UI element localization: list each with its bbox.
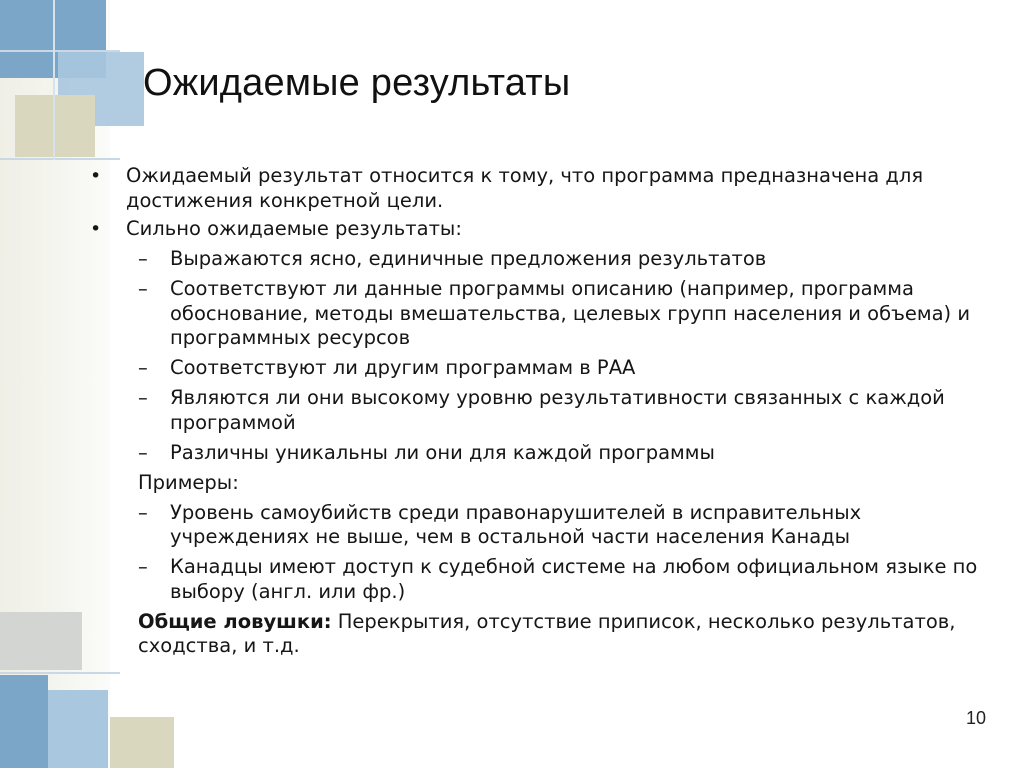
dash-marker: – [138, 440, 148, 464]
bullet-marker: • [90, 165, 102, 187]
decor-square-blue-bottom [0, 675, 48, 768]
sub-bullet-text: Уровень самоубийств среди правонарушителей в исправительных учреждениях не выше, чем в остальной части населения Канады [170, 500, 862, 548]
slide-content [90, 160, 995, 659]
sub-bullet-text: Канадцы имеют доступ к судебной системе на любом официальном языке по выбору (англ. или фр.) [170, 555, 978, 603]
sub-bullet-text: Соответствуют ли другим программам в РАА [170, 356, 636, 379]
decor-square-grey-bottom [0, 612, 82, 670]
dash-marker: – [138, 277, 148, 300]
sub-bullet-item [90, 356, 995, 381]
examples-heading: Примеры: [138, 470, 239, 494]
sub-bullet-text: Соответствуют ли данные программы описанию (например, программа обоснование, методы вмешательства, целевых групп населения и объема) и программных ресурсов [170, 277, 971, 349]
dash-marker: – [138, 555, 148, 578]
sub-bullet-item [90, 501, 995, 550]
bullet-item [90, 217, 995, 242]
dash-marker: – [138, 356, 148, 379]
page-number: 10 [965, 708, 986, 728]
bullet-marker: • [90, 218, 102, 240]
pitfalls-paragraph [90, 610, 995, 659]
bullet-text: Ожидаемый результат относится к тому, что программа предназначена для достижения конкретной цели. [126, 164, 924, 212]
sub-bullet-text: Выражаются ясно, единичные предложения результатов [170, 247, 767, 270]
sub-bullet-item [90, 247, 995, 272]
bullet-text: Сильно ожидаемые результаты: [126, 217, 462, 240]
decor-square-lightblue-bottom [48, 690, 108, 768]
decor-square-beige-top [15, 95, 95, 157]
dash-marker: – [138, 386, 148, 409]
sub-bullet-item [90, 555, 995, 604]
sub-bullet-text: Являются ли они высокому уровню результативности связанных с каждой программой [170, 386, 945, 434]
slide-title: Ожидаемые результаты [143, 62, 571, 104]
pitfalls-text: Перекрытия, отсутствие приписок, несколько результатов, сходства, и т.д. [138, 609, 956, 657]
dash-marker: – [138, 247, 148, 270]
sub-bullet-item [90, 386, 995, 435]
decor-line [53, 0, 55, 160]
pitfalls-label: Общие ловушки: [138, 609, 332, 633]
decor-line [0, 50, 120, 52]
decor-square-beige-bottom [110, 717, 174, 768]
decor-line [0, 672, 120, 674]
sub-bullet-item [90, 277, 995, 351]
sub-bullet-item [90, 441, 995, 466]
bullet-item [90, 164, 995, 213]
dash-marker: – [138, 500, 148, 524]
sub-bullet-text: Различны уникальны ли они для каждой программы [170, 440, 715, 464]
